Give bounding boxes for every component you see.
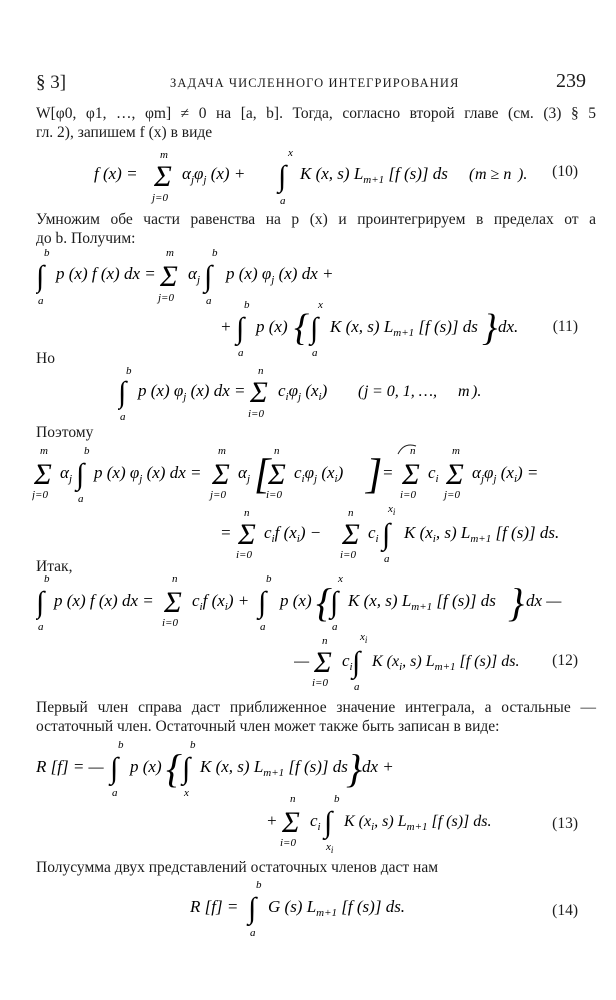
equation-sum-swap-a-render [32, 440, 592, 506]
text-line: остаточный член. Остаточный член может также быть записан в виде: [36, 718, 500, 735]
paragraph-multiply [36, 210, 596, 248]
svg-text:G (s) Lm+1 [f (s)] ds.: G (s) $L_{m+1}$ [f (s)] ds. [268, 897, 406, 919]
svg-text:m ≥ n: m ≥ n [475, 166, 512, 183]
svg-text:K (x, s) Lm+1 [f (s)] ds: K (x, s) $L_{m+1}$ [f (s)] ds [300, 164, 448, 186]
equation-14-render [190, 876, 430, 942]
svg-text:x: x [184, 787, 189, 799]
svg-text:Σ: Σ [282, 806, 300, 839]
svg-text:b: b [44, 573, 50, 585]
svg-text:a: a [206, 295, 212, 307]
svg-text:n: n [322, 635, 328, 647]
equation-13b-render [266, 790, 566, 856]
svg-text:a: a [250, 927, 256, 939]
equation-12b-render [294, 634, 554, 694]
svg-text:Σ: Σ [212, 458, 230, 491]
equation-sum-swap-line-1 [32, 440, 592, 506]
svg-text:}: } [508, 580, 524, 625]
svg-text:m: m [452, 445, 460, 457]
word-thus: Итак, [36, 558, 73, 575]
svg-text:i=0: i=0 [280, 837, 296, 849]
svg-text:∫: ∫ [110, 752, 119, 785]
svg-text:∫: ∫ [36, 586, 45, 619]
svg-text:m: m [160, 149, 168, 161]
svg-text:K (x, s) Lm+1 [f (s)] ds: K (x, s) $L_{m+1}$ [f (s)] ds [200, 757, 348, 779]
equation-12-line-2 [294, 634, 554, 694]
svg-text:K (xi, s) Lm+1 [f (s)] ds.: K ($x_i$, s) $L_{m+1}$ [f (s)] ds. [404, 523, 560, 545]
svg-text:a: a [332, 621, 338, 633]
svg-text:f (x) =: f (x) = [94, 164, 138, 183]
svg-text:∫: ∫ [236, 312, 245, 345]
svg-text:i=0: i=0 [162, 617, 178, 629]
svg-text:∫: ∫ [182, 752, 191, 785]
svg-text:∫: ∫ [118, 376, 127, 409]
svg-text:j=0: j=0 [210, 489, 226, 501]
svg-text:a: a [238, 347, 244, 359]
svg-text:xi: $x_i$ [326, 841, 334, 855]
svg-text:∫: ∫ [278, 160, 287, 193]
svg-text:p (x): p (x) [280, 591, 312, 610]
page-number: 239 [556, 70, 586, 92]
svg-text:}: } [482, 307, 498, 349]
svg-text:∫: ∫ [382, 518, 391, 551]
text-line: W[φ0, φ1, …, φm] ≠ 0 на [a, b]. Тогда, согласно второй главе (см. (3) § 5 [36, 105, 596, 122]
equation-number-12: (12) [552, 652, 578, 669]
svg-text:p (x): p (x) [256, 317, 288, 336]
svg-text:m: m [218, 445, 226, 457]
svg-text:ci: $c_i$ [368, 523, 379, 545]
text-line: Умножим обе части равенства на p (x) и проинтегрируем в пределах от a [36, 211, 596, 228]
svg-text:∫: ∫ [324, 806, 333, 839]
svg-text:∫: ∫ [248, 892, 257, 925]
svg-text:Σ: Σ [314, 646, 332, 679]
equation-number-14: (14) [552, 902, 578, 919]
svg-text:dx.: dx. [498, 317, 519, 336]
svg-text:Σ: Σ [342, 518, 360, 551]
svg-text:(: ( [358, 383, 364, 400]
equation-sum-swap-b-render [220, 504, 600, 566]
svg-text:n: n [274, 445, 280, 457]
svg-text:j=0: j=0 [32, 489, 48, 501]
svg-text:cif (xi) −: $c_if$ $(x_i)$ − [264, 523, 322, 545]
svg-text:a: a [280, 195, 286, 206]
svg-text:m: m [166, 247, 174, 259]
equation-13-line-2 [266, 790, 566, 856]
svg-text:b: b [244, 299, 250, 311]
svg-text:dx +: dx + [362, 757, 394, 776]
svg-text:∫: ∫ [258, 586, 267, 619]
svg-text:Σ: Σ [34, 458, 52, 491]
equation-10 [94, 146, 534, 206]
svg-text:p (x): p (x) [130, 757, 162, 776]
svg-text:Σ: Σ [160, 260, 178, 293]
svg-text:b: b [256, 879, 262, 891]
svg-text:j: j [364, 383, 369, 400]
svg-text:b: b [84, 445, 90, 457]
svg-text:n: n [410, 445, 416, 457]
text-line: до b. Получим: [36, 230, 136, 247]
svg-text:αj: $\alpha_j$ [60, 463, 72, 485]
svg-text:Σ: Σ [250, 376, 268, 409]
svg-text:b: b [44, 247, 50, 259]
svg-text:b: b [212, 247, 218, 259]
svg-text:∫: ∫ [76, 458, 85, 491]
svg-text:{: { [294, 307, 310, 349]
svg-text:ci: $c_i$ [310, 811, 321, 833]
svg-text:∫: ∫ [204, 260, 213, 293]
svg-text:a: a [38, 621, 44, 633]
svg-text:K (xi, s) Lm+1 [f (s)] ds.: K ($x_i$, s) $L_{m+1}$ [f (s)] ds. [344, 813, 492, 833]
paragraph-wronskian [36, 104, 596, 142]
equation-12-line-1 [36, 570, 596, 636]
svg-text:αj: $\alpha_j$ [238, 463, 250, 485]
equation-sum-swap-line-2 [220, 504, 600, 566]
svg-text:n: n [348, 507, 354, 519]
svg-text:p (x) f (x) dx =: p (x) f (x) dx = [54, 591, 154, 610]
svg-text:Σ: Σ [268, 458, 286, 491]
word-but: Но [36, 350, 55, 367]
svg-text:j=0: j=0 [158, 292, 174, 304]
svg-text:x: x [318, 299, 323, 311]
svg-text:= 0, 1, …,: = 0, 1, …, [372, 383, 438, 400]
svg-text:b: b [334, 793, 340, 805]
svg-text:b: b [266, 573, 272, 585]
svg-text:i=0: i=0 [312, 677, 328, 689]
svg-text:a: a [38, 295, 44, 307]
svg-text:R [f] = —: R [f] = — [36, 757, 104, 776]
equation-number-11: (11) [552, 318, 578, 335]
word-therefore: Поэтому [36, 424, 94, 441]
svg-text:a: a [260, 621, 266, 633]
svg-text:ci: $c_i$ [428, 463, 439, 485]
svg-text:—: — [294, 651, 310, 670]
svg-text:xi: $x_i$ [388, 504, 396, 517]
svg-text:p (x) φj (x) dx =: p (x) $\varphi_j$ (x) dx = [94, 463, 202, 485]
svg-text:n: n [290, 793, 296, 805]
svg-text:Σ: Σ [164, 586, 182, 619]
svg-text:m: m [40, 445, 48, 457]
svg-text:αjφj (x) +: $\alpha_j\varphi_j$ (x) + [182, 164, 246, 186]
svg-text:a: a [384, 553, 390, 565]
section-marker: § 3] [36, 72, 67, 93]
svg-text:p (x) f (x) dx =: p (x) f (x) dx = [56, 264, 156, 283]
svg-text:dx —: dx — [526, 591, 562, 610]
paragraph-remainder [36, 698, 596, 736]
svg-text:∫: ∫ [330, 586, 339, 619]
svg-text:ci: $c_i$ [342, 651, 353, 673]
svg-text:Σ: Σ [238, 518, 256, 551]
svg-text:∫: ∫ [352, 646, 361, 679]
svg-text:+: + [220, 317, 232, 336]
svg-text:K (xi, s) Lm+1 [f (s)] ds.: K ($x_i$, s) $L_{m+1}$ [f (s)] ds. [372, 653, 520, 673]
running-title: ЗАДАЧА ЧИСЛЕННОГО ИНТЕГРИРОВАНИЯ [170, 76, 460, 90]
svg-text:+: + [266, 811, 278, 830]
equation-number-13: (13) [552, 815, 578, 832]
equation-12a-render [36, 570, 596, 636]
equation-11-line-2 [220, 296, 540, 360]
svg-text:i=0: i=0 [248, 408, 264, 420]
svg-text:Σ: Σ [402, 458, 420, 491]
svg-text:(: ( [469, 166, 475, 183]
svg-text:αjφj (xi) =: $\alpha_j\varphi_j$ $(x_i)$ = [472, 463, 539, 485]
equation-10-render [94, 146, 534, 206]
svg-text:ciφj (xi): $c_i\varphi_j$ $(x_i)$ [294, 463, 344, 485]
svg-text:∫: ∫ [310, 312, 319, 345]
svg-text:∫: ∫ [36, 260, 45, 293]
svg-text:K (x, s) Lm+1 [f (s)] ds: K (x, s) $L_{m+1}$ [f (s)] ds [330, 317, 478, 339]
svg-text:Σ: Σ [446, 458, 464, 491]
svg-text:p (x) φj (x) dx =: p (x) $\varphi_j$ (x) dx = [138, 381, 246, 403]
svg-text:n: n [244, 507, 250, 519]
svg-text:b: b [118, 739, 124, 751]
svg-text:x: x [338, 573, 343, 585]
svg-text:b: b [126, 365, 132, 377]
svg-text:i=0: i=0 [266, 489, 282, 501]
equation-14 [190, 876, 430, 942]
svg-text:b: b [190, 739, 196, 751]
svg-text:xi: $x_i$ [360, 634, 368, 645]
svg-text:n: n [172, 573, 178, 585]
svg-text:n: n [258, 365, 264, 377]
svg-text:]: ] [366, 452, 383, 498]
svg-text:a: a [312, 347, 318, 359]
text-line: гл. 2), запишем f (x) в виде [36, 124, 213, 141]
svg-text:j=0: j=0 [444, 489, 460, 501]
svg-text:[: [ [254, 452, 271, 498]
equation-projection-render [118, 362, 488, 424]
svg-text:}: } [346, 746, 362, 791]
svg-text:cif (xi) +: $c_if$ $(x_i)$ + [192, 591, 250, 613]
svg-text:i=0: i=0 [400, 489, 416, 501]
svg-text:i=0: i=0 [340, 549, 356, 561]
svg-text:m: m [458, 383, 470, 400]
svg-text:a: a [354, 681, 360, 693]
equation-number-10: (10) [552, 163, 578, 180]
svg-text:p (x) φj (x) dx +: p (x) $\varphi_j$ (x) dx + [226, 264, 334, 286]
svg-text:).: ). [472, 383, 482, 400]
equation-11b-render [220, 296, 540, 360]
svg-text:j=0: j=0 [152, 192, 168, 204]
svg-text:a: a [120, 411, 126, 423]
svg-text:K (x, s) Lm+1 [f (s)] ds: K (x, s) $L_{m+1}$ [f (s)] ds [348, 591, 496, 613]
svg-text:αj: $\alpha_j$ [188, 264, 200, 286]
svg-text:ciφj (xi): $c_i\varphi_j$ $(x_i)$ [278, 381, 328, 403]
svg-text:x: x [288, 147, 293, 159]
svg-text:a: a [78, 493, 84, 505]
svg-text:i=0: i=0 [236, 549, 252, 561]
svg-text:=: = [220, 523, 232, 542]
svg-text:{: { [316, 580, 332, 625]
svg-text:).: ). [518, 166, 528, 183]
svg-text:R [f] =: R [f] = [190, 897, 239, 916]
text-line: Первый член справа даст приближенное значение интеграла, а остальные — [36, 699, 596, 716]
svg-text:{: { [166, 746, 182, 791]
equation-projection [118, 362, 488, 424]
svg-text:=: = [382, 463, 394, 482]
svg-text:a: a [112, 787, 118, 799]
svg-text:Σ: Σ [154, 160, 172, 193]
paragraph-half-sum [36, 858, 596, 877]
text-line: Полусумма двух представлений остаточных членов даст нам [36, 859, 439, 876]
